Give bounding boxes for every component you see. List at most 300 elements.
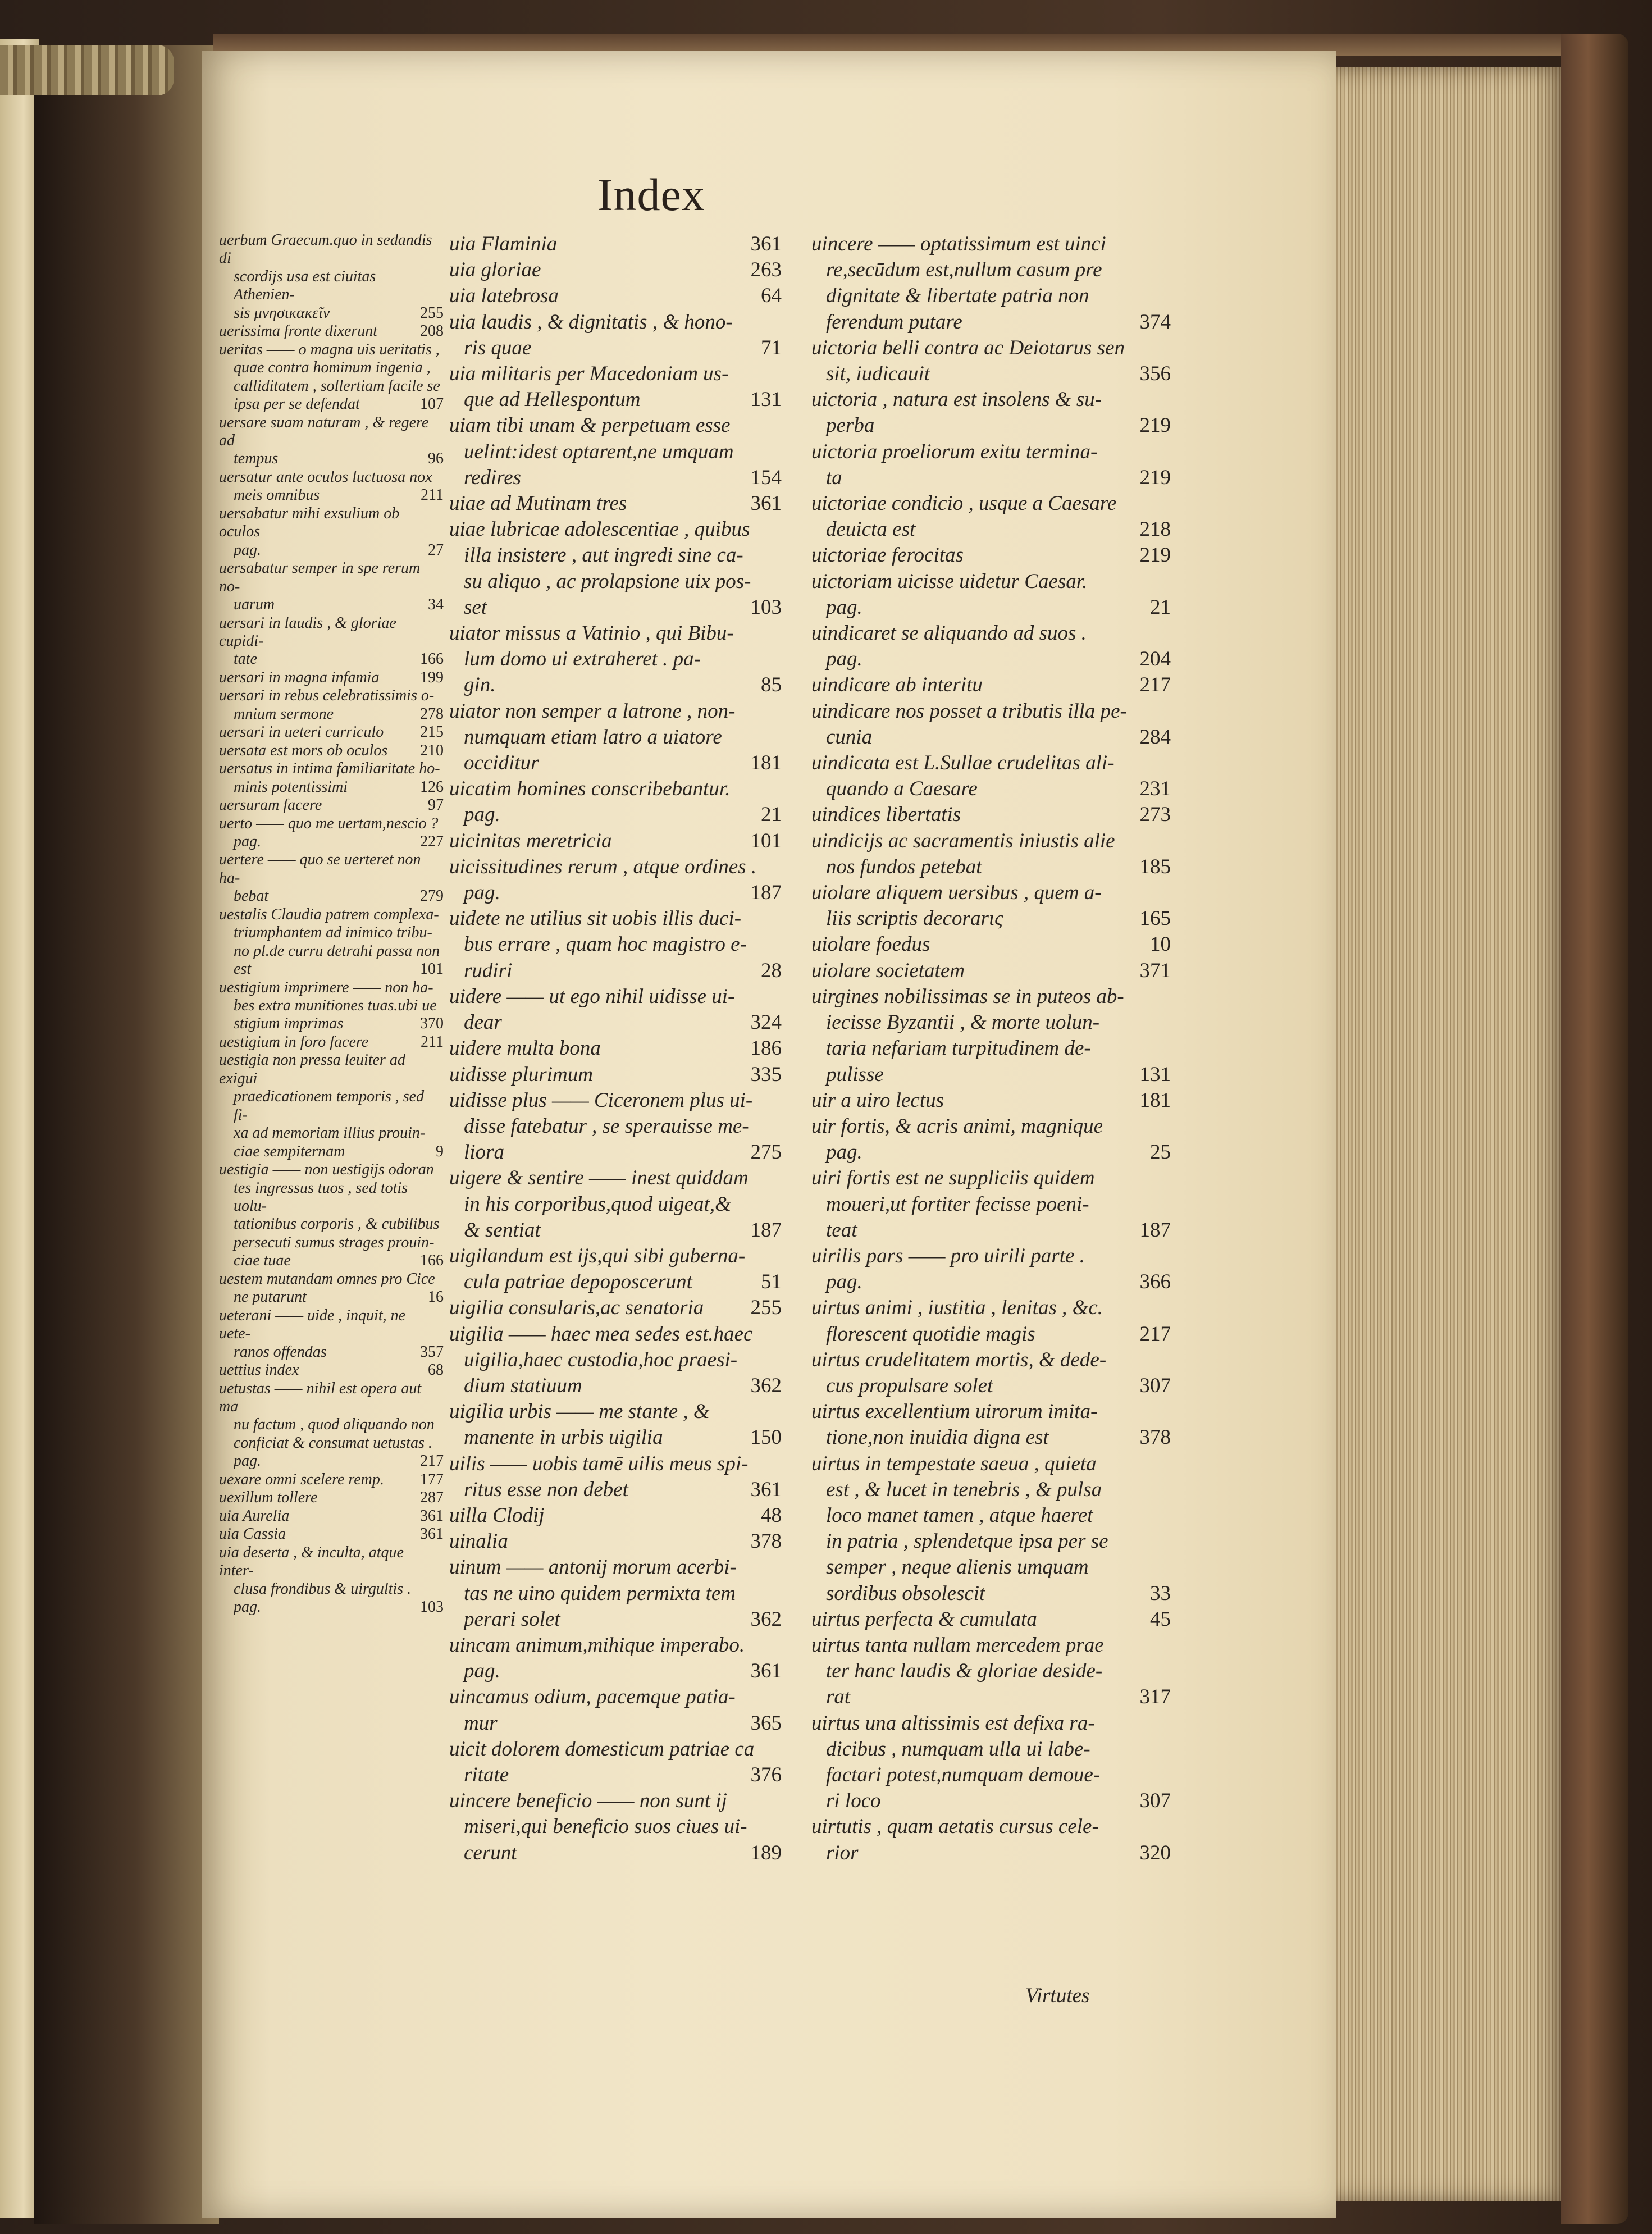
page-number: 64 (761, 284, 782, 308)
page-number: 181 (750, 751, 782, 775)
page-number: 131 (750, 388, 782, 412)
index-entry (811, 672, 1171, 698)
index-entry-line: perari solet (464, 1607, 560, 1631)
index-entry-line: uigilandum est ijs,qui sibi guberna- (449, 1244, 746, 1268)
page-number: 96 (428, 450, 444, 468)
page-number: 48 (761, 1503, 782, 1527)
index-entry (449, 621, 782, 699)
page-number: 307 (1139, 1789, 1171, 1813)
index-entry-line: occiditur (464, 751, 539, 775)
page-number: 16 (428, 1288, 444, 1306)
index-entry-line: ueritas —— o magna uis ueritatis , (219, 340, 440, 358)
index-entry (811, 932, 1171, 958)
page-number: 255 (750, 1296, 782, 1320)
page-number: 361 (750, 232, 782, 256)
index-entry (449, 361, 782, 413)
index-entry-line: dignitate & libertate patria non (826, 284, 1089, 308)
index-entry-line: uigilia —— haec mea sedes est.haec (449, 1322, 753, 1346)
index-entry (449, 283, 782, 309)
index-entry-line: tate (234, 650, 257, 668)
index-entry-line: illa insistere , aut ingredi sine ca- (464, 544, 743, 567)
page-number: 378 (750, 1530, 782, 1553)
index-entry (811, 1451, 1171, 1607)
index-entry (449, 1321, 782, 1399)
index-entry (811, 491, 1171, 542)
page-number: 217 (1139, 673, 1171, 697)
index-entry-line: pag. (464, 1659, 500, 1683)
index-entry-line: uia laudis , & dignitatis , & hono- (449, 310, 733, 334)
page-number: 275 (750, 1141, 782, 1164)
index-entry-line: calliditatem , sollertiam facile se (234, 377, 440, 395)
index-entry-line: moueri,ut fortiter fecisse poeni- (826, 1192, 1089, 1216)
catchword: Virtutes (1025, 1984, 1090, 2007)
index-entry-line: bus errare , quam hoc magistro e- (464, 933, 747, 956)
index-entry (811, 335, 1171, 387)
page-number: 361 (750, 1478, 782, 1501)
index-entry (449, 1736, 782, 1788)
index-entry-line: uirgines nobilissimas se in puteos ab- (811, 984, 1124, 1008)
index-entry (219, 414, 444, 468)
index-entry-line: pag. (826, 1270, 862, 1294)
index-entry-line: minis potentissimi (234, 778, 348, 796)
index-entry (219, 1507, 444, 1525)
page-number: 27 (428, 541, 444, 559)
page-number: 85 (761, 673, 782, 697)
index-entry-line: uirtus perfecta & cumulata (811, 1607, 1037, 1631)
page-number: 317 (1139, 1685, 1171, 1709)
index-entry (219, 1033, 444, 1051)
index-entry-line: uinalia (449, 1530, 508, 1553)
index-entry-line: pulisse (826, 1063, 884, 1086)
index-entry-line: cus propulsare solet (826, 1374, 993, 1397)
page-number: 366 (1139, 1270, 1171, 1294)
index-entry-line: rior (826, 1841, 859, 1864)
index-entry (449, 1062, 782, 1088)
index-entry-line: loco manet tamen , atque haeret (826, 1503, 1093, 1527)
page-number: 218 (1139, 518, 1171, 541)
index-entry-line: uiolare societatem (811, 959, 965, 982)
page-number: 51 (761, 1270, 782, 1294)
index-entry-line: pag. (234, 541, 261, 559)
index-entry (219, 687, 444, 723)
index-entry-line: stigium imprimas (234, 1015, 344, 1033)
index-entry-line: uigilia,haec custodia,hoc praesi- (464, 1348, 738, 1371)
index-entry-line: uerto —— quo me uertam,nescio ? (219, 814, 439, 832)
index-entry (219, 906, 444, 979)
index-entry (219, 1525, 444, 1543)
index-entry-line: uia Cassia (219, 1525, 286, 1543)
fore-edge-pages (1336, 67, 1572, 2201)
index-entry (219, 979, 444, 1033)
index-entry-line: xa ad memoriam illius prouin- (234, 1124, 426, 1142)
index-entry-line: deuicta est (826, 518, 916, 541)
page-number: 126 (420, 778, 444, 796)
index-entry-line: uirtus crudelitatem mortis, & dede- (811, 1348, 1107, 1371)
index-entry-line: ciae tuae (234, 1252, 291, 1270)
index-entry (449, 699, 782, 777)
page-number: 227 (420, 832, 444, 850)
index-entry-line: in his corporibus,quod uigeat,& (464, 1192, 731, 1216)
index-entry (219, 1307, 444, 1361)
index-entry-line: uincere beneficio —— non sunt ij (449, 1789, 727, 1813)
page-number: 365 (750, 1711, 782, 1735)
index-entry (811, 699, 1171, 750)
index-entry-line: liora (464, 1141, 504, 1164)
page-number: 71 (761, 336, 782, 359)
index-entry-line: clusa frondibus & uirgultis . (234, 1580, 412, 1598)
page-number: 361 (750, 1659, 782, 1683)
index-entry-line: uersabatur mihi exsulium ob oculos (219, 504, 400, 541)
index-entry (449, 1633, 782, 1684)
page-number: 131 (1139, 1063, 1171, 1086)
index-entry-line: uigere & sentire —— inest quiddam (449, 1166, 749, 1190)
page-number: 219 (1139, 414, 1171, 437)
index-entry-line: uersare suam naturam , & regere ad (219, 413, 429, 449)
index-entry-line: ciae sempiternam (234, 1142, 345, 1160)
page-number: 101 (750, 829, 782, 852)
index-entry-line: uersuram facere (219, 796, 322, 814)
index-entry-line: no pl.de curru detrahi passa non (234, 942, 440, 960)
page-number: 278 (420, 705, 444, 723)
index-entry-line: uidete ne utilius sit uobis illis duci- (449, 907, 742, 931)
index-entry-line: uiri fortis est ne suppliciis quidem (811, 1166, 1095, 1190)
page-number: 219 (1139, 466, 1171, 489)
index-entry-line: uincamus odium, pacemque patia- (449, 1685, 736, 1709)
index-entry (449, 1088, 782, 1166)
page-number: 273 (1139, 803, 1171, 827)
index-entry-line: uiae ad Mutinam tres (449, 492, 627, 516)
index-entry-line: uersatus in intima familiaritate ho- (219, 760, 440, 778)
index-entry-line: uetustas —— nihil est opera aut ma (219, 1379, 422, 1415)
page-number: 165 (1139, 907, 1171, 931)
index-entry (811, 802, 1171, 828)
index-entry-line: uestigium in foro facere (219, 1033, 369, 1051)
index-entry-line: uicatim homines conscribebantur. (449, 777, 731, 801)
index-entry-line: est , & lucet in tenebris , & pulsa (826, 1478, 1102, 1501)
page-number: 210 (420, 741, 444, 759)
index-entry (811, 1711, 1171, 1814)
binding-cord (0, 45, 174, 95)
index-entry (219, 1051, 444, 1161)
index-entry (219, 1489, 444, 1507)
index-entry-line: persecuti sumus strages prouin- (234, 1233, 435, 1251)
index-entry (449, 1165, 782, 1243)
index-entry-line: uictoriae ferocitas (811, 544, 964, 567)
index-entry-line: manente in urbis uigilia (464, 1426, 663, 1449)
page-number: 21 (761, 803, 782, 827)
index-entry-line: tas ne uino quidem permixta tem (464, 1581, 736, 1605)
index-entry-line: uestigia —— non uestigijs odoran (219, 1161, 434, 1179)
index-entry-line: uirtus tanta nullam mercedem prae (811, 1633, 1104, 1657)
index-entry-line: cerunt (464, 1841, 517, 1864)
index-entry-line: dium statiuum (464, 1374, 582, 1397)
index-entry-line: ter hanc laudis & gloriae deside- (826, 1659, 1103, 1683)
page-number: 181 (1139, 1088, 1171, 1112)
page-number: 356 (1139, 362, 1171, 386)
index-entry (449, 1684, 782, 1736)
index-entry-line: uersata est mors ob oculos (219, 741, 388, 759)
index-entry-line: cunia (826, 725, 873, 749)
page-number: 255 (420, 304, 444, 322)
page-number: 376 (750, 1763, 782, 1786)
page-number: 362 (750, 1374, 782, 1397)
index-entry-line: uindices libertatis (811, 803, 961, 827)
page-number: 103 (420, 1598, 444, 1616)
index-entry (449, 984, 782, 1036)
index-entry (811, 231, 1171, 335)
index-entry (219, 341, 444, 414)
page-number: 28 (761, 959, 782, 982)
page-number: 199 (420, 668, 444, 686)
page-number: 211 (421, 1033, 444, 1051)
index-entry-line: uia Aurelia (219, 1507, 290, 1525)
index-entry-line: uia deserta , & inculta, atque inter- (219, 1543, 404, 1580)
index-entry-line: pag. (826, 595, 862, 619)
index-entry (219, 815, 444, 851)
index-entry-line: uinum —— antonij morum acerbi- (449, 1556, 737, 1579)
index-entry-line: pag. (234, 1452, 261, 1470)
index-entry-line: numquam etiam latro a uiatore (464, 725, 722, 749)
index-entry-line: tationibus corporis , & cubilibus (234, 1215, 440, 1233)
index-entry (449, 1554, 782, 1633)
page-number: 217 (1139, 1322, 1171, 1346)
index-entry-line: uincam animum,mihique imperabo. (449, 1633, 745, 1657)
page-number: 279 (420, 887, 444, 905)
index-entry-line: uidere multa bona (449, 1037, 601, 1060)
index-entry (219, 760, 444, 796)
index-entry-line: uidere —— ut ego nihil uidisse ui- (449, 984, 735, 1008)
index-entry-line: uir a uiro lectus (811, 1088, 944, 1112)
index-entry-line: uiam tibi unam & perpetuam esse (449, 414, 731, 437)
index-entry-line: uindicata est L.Sullae crudelitas ali- (811, 751, 1115, 775)
page-number: 208 (420, 322, 444, 340)
index-entry (449, 257, 782, 283)
index-entry (449, 1036, 782, 1061)
index-entry (811, 1114, 1171, 1165)
index-entry-line: bebat (234, 887, 269, 905)
page-number: 335 (750, 1063, 782, 1086)
index-entry-line: uersari in magna infamia (219, 668, 380, 686)
page-number: 211 (421, 486, 444, 504)
index-entry-line: set (464, 595, 487, 619)
index-entry (449, 776, 782, 828)
index-entry-line: ipsa per se defendat (234, 395, 360, 413)
index-entry (449, 1788, 782, 1866)
index-entry-line: pag. (234, 1598, 261, 1616)
index-entry (449, 1503, 782, 1529)
index-entry (219, 742, 444, 760)
index-entry-line: uidisse plus —— Ciceronem plus ui- (449, 1088, 753, 1112)
index-entry-line: tempus (234, 450, 279, 468)
page-number: 150 (750, 1426, 782, 1449)
index-entry (811, 1243, 1171, 1295)
page-number: 361 (750, 492, 782, 516)
page-number: 187 (750, 1218, 782, 1242)
index-entry (449, 1451, 782, 1503)
page-number: 215 (420, 723, 444, 741)
index-entry (811, 1814, 1171, 1866)
index-entry (449, 1399, 782, 1451)
index-entry-line: ranos offendas (234, 1343, 327, 1361)
index-entry-line: praedicationem temporis , sed fi- (234, 1088, 425, 1124)
index-entry-line: mur (464, 1711, 498, 1735)
index-entry-line: re,secūdum est,nullum casum pre (826, 258, 1102, 282)
page-number: 97 (428, 796, 444, 814)
page-number: 189 (750, 1841, 782, 1864)
page-number: 231 (1139, 777, 1171, 801)
index-entry-line: uirtus animi , iustitia , lenitas , &c. (811, 1296, 1103, 1320)
index-entry-line: quae contra hominum ingenia , (234, 359, 431, 377)
page-number: 68 (428, 1361, 444, 1379)
index-entry-line: uersari in rebus celebratissimis o- (219, 687, 435, 705)
index-entry-line: uiolare foedus (811, 933, 930, 956)
index-entry (449, 828, 782, 854)
index-entry (449, 517, 782, 621)
page-number: 9 (436, 1142, 444, 1160)
page-number: 307 (1139, 1374, 1171, 1397)
index-entry (219, 1270, 444, 1307)
index-entry (219, 322, 444, 340)
index-entry-line: uindicaret se aliquando ad suos . (811, 622, 1087, 645)
index-entry-line: tione,non inuidia digna est (826, 1426, 1049, 1449)
index-entry-line: uirtutis , quam aetatis cursus cele- (811, 1815, 1099, 1839)
page-number: 284 (1139, 725, 1171, 749)
index-entry-line: uincere —— optatissimum est uinci (811, 232, 1106, 256)
index-entry-line: est (234, 960, 252, 978)
index-entry (219, 231, 444, 322)
index-entry-line: disse fatebatur , se sperauisse me- (464, 1114, 749, 1138)
page-number: 361 (420, 1525, 444, 1543)
index-entry-line: gin. (464, 673, 496, 697)
index-entry-line: liis scriptis decorarις (826, 907, 1003, 931)
index-entry (811, 569, 1171, 621)
index-entry-line: uictoria belli contra ac Deiotarus sen (811, 336, 1125, 359)
index-entry-line: mnium sermone (234, 705, 334, 723)
page-number: 287 (420, 1489, 444, 1507)
index-entry (811, 1633, 1171, 1711)
index-entry (811, 621, 1171, 672)
index-entry-line: ritus esse non debet (464, 1478, 628, 1501)
index-entry-line: uigilia urbis —— me stante , & (449, 1400, 710, 1424)
index-entry-line: tes ingressus tuos , sed totis uolu- (234, 1179, 408, 1215)
page-number: 219 (1139, 544, 1171, 567)
index-entry (811, 984, 1171, 1088)
index-entry (219, 1471, 444, 1489)
index-entry-line: uerbum Graecum.quo in sedandis di (219, 231, 432, 267)
index-entry (811, 387, 1171, 439)
index-entry-line: pag. (234, 832, 261, 850)
index-entry-line: pag. (464, 881, 500, 905)
index-entry-line: rat (826, 1685, 851, 1709)
index-entry (449, 1243, 782, 1295)
index-entry (219, 1161, 444, 1270)
page-number: 204 (1139, 648, 1171, 671)
index-entry (219, 505, 444, 559)
index-entry-line: uia gloriae (449, 258, 541, 282)
cover-edge (1561, 34, 1628, 2224)
index-entry-line: scordijs usa est ciuitas Athenien- (234, 267, 376, 304)
index-entry (219, 468, 444, 505)
page-number: 10 (1150, 933, 1171, 956)
index-entry-line: rudiri (464, 959, 513, 982)
index-entry-line: uindicijs ac sacramentis iniustis alie (811, 829, 1115, 852)
index-entry-line: uictoria proeliorum exitu termina- (811, 440, 1098, 463)
index-entry-line: redires (464, 466, 522, 489)
page-title: Index (597, 169, 705, 220)
index-entry (449, 906, 782, 984)
index-entry-line: uersari in ueteri curriculo (219, 723, 384, 741)
index-entry-line: triumphantem ad inimico tribu- (234, 924, 432, 942)
index-entry-line: uigilia consularis,ac senatoria (449, 1296, 704, 1320)
page-number: 362 (750, 1607, 782, 1631)
index-entry-line: iecisse Byzantii , & morte uolun- (826, 1011, 1100, 1034)
index-entry-line: bes extra munitiones tuas.ubi ue (234, 997, 437, 1015)
page-number: 33 (1150, 1581, 1171, 1605)
index-entry-line: uestalis Claudia patrem complexa- (219, 905, 439, 923)
page-number: 21 (1150, 595, 1171, 619)
index-entry (219, 1380, 444, 1471)
index-entry (219, 614, 444, 669)
page-number: 187 (1139, 1218, 1171, 1242)
index-entry-line: quando a Caesare (826, 777, 978, 801)
index-entry-line: sordibus obsolescit (826, 1581, 985, 1605)
index-entry-line: uicissitudines rerum , atque ordines . (449, 855, 757, 878)
index-entry (219, 1361, 444, 1379)
index-entry (219, 851, 444, 905)
index-entry-line: sit, iudicauit (826, 362, 930, 386)
index-entry-line: miseri,qui beneficio suos ciues ui- (464, 1815, 747, 1839)
page-number: 357 (420, 1343, 444, 1361)
index-entry (811, 880, 1171, 932)
page-number: 101 (420, 960, 444, 978)
index-entry-line: uictoriam uicisse uidetur Caesar. (811, 569, 1088, 593)
page-number: 34 (428, 596, 444, 614)
index-entry-line: semper , neque alienis umquam (826, 1556, 1089, 1579)
index-entry-line: uersari in laudis , & gloriae cupidi- (219, 614, 396, 650)
index-entry-line: taria nefariam turpitudinem de- (826, 1037, 1091, 1060)
index-entry-line: que ad Hellespontum (464, 388, 641, 412)
index-entry-line: uersatur ante oculos luctuosa nox (219, 468, 432, 486)
index-entry-line: nos fundos petebat (826, 855, 982, 878)
page-number: 374 (1139, 310, 1171, 334)
index-entry-line: factari potest,numquam demoue- (826, 1763, 1101, 1786)
page-number: 185 (1139, 855, 1171, 878)
index-entry (811, 1607, 1171, 1633)
index-entry-line: ri loco (826, 1789, 881, 1813)
index-entry (219, 559, 444, 614)
page-number: 25 (1150, 1141, 1171, 1164)
index-entry-line: teat (826, 1218, 857, 1242)
page-number: 378 (1139, 1426, 1171, 1449)
index-entry (219, 1544, 444, 1617)
index-entry-line: uilla Clodij (449, 1503, 545, 1527)
index-entry-line: uiator non semper a latrone , non- (449, 699, 736, 723)
index-entry (449, 309, 782, 361)
index-entry-line: nu factum , quod aliquando non (234, 1416, 435, 1434)
index-entry-line: uirtus in tempestate saeua , quieta (811, 1452, 1097, 1475)
index-column-2 (449, 231, 782, 1866)
index-entry-line: sis μνησικακεῖν (234, 304, 330, 322)
index-entry-line: conficiat & consumat uetustas . (234, 1434, 432, 1452)
index-entry (449, 1295, 782, 1321)
index-entry-line: uersabatur semper in spe rerum no- (219, 559, 421, 595)
index-entry-line: perba (826, 414, 875, 437)
index-entry-line: uirilis pars —— pro uirili parte . (811, 1244, 1085, 1268)
index-entry-line: su aliquo , ac prolapsione uix pos- (464, 569, 751, 593)
index-entry-line: uindicare ab interitu (811, 673, 983, 697)
index-entry-line: uexare omni scelere remp. (219, 1470, 384, 1488)
page-number: 154 (750, 466, 782, 489)
